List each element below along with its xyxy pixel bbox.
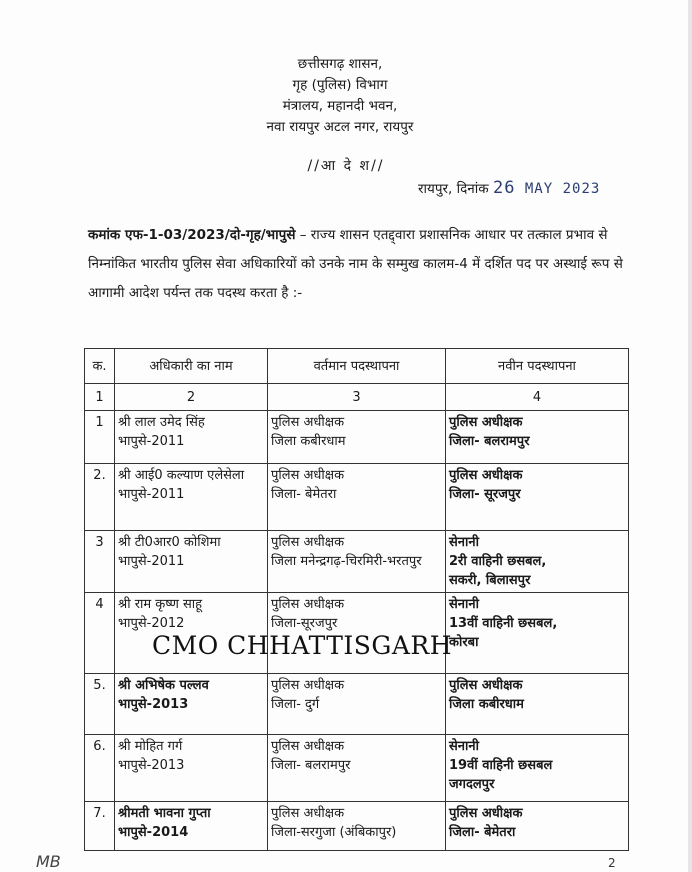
current-posting-line: जिला- बेमेतरा	[271, 487, 337, 502]
header-department: गृह (पुलिस) विभाग	[292, 77, 388, 93]
current-posting-cell	[268, 411, 446, 464]
column-number: 2	[115, 384, 268, 411]
current-posting-line: पुलिस अधीक्षक	[271, 739, 345, 754]
current-posting-cell	[268, 802, 446, 851]
date-month: MAY	[524, 181, 554, 197]
header-address: नवा रायपुर अटल नगर, रायपुर	[266, 119, 414, 135]
current-posting-cell	[268, 464, 446, 531]
column-number-row	[85, 384, 629, 411]
serial-number: 1	[85, 411, 115, 464]
current-posting-cell	[268, 735, 446, 802]
officer-cell	[115, 464, 268, 531]
officer-batch: भापुसे-2012	[118, 616, 185, 631]
officer-name: श्री मोहित गर्ग	[118, 739, 183, 754]
header-ministry: मंत्रालय, महानदी भवन,	[282, 98, 398, 114]
officer-cell	[115, 674, 268, 735]
current-posting-cell	[268, 531, 446, 593]
order-reference: कमांक एफ-1-03/2023/दो-गृह/भापुसे	[88, 227, 296, 243]
order-title: //आ दे श//	[307, 158, 385, 174]
officer-cell	[115, 411, 268, 464]
officer-batch: भापुसे-2011	[118, 554, 185, 569]
officer-name: श्री टी0आर0 कोशिमा	[118, 535, 221, 550]
table-row	[85, 464, 629, 531]
header-serial: क.	[85, 349, 115, 384]
new-posting-line: सकरी, बिलासपुर	[449, 573, 531, 588]
serial-number: 2.	[85, 464, 115, 531]
table-row	[85, 674, 629, 735]
officer-batch: भापुसे-2013	[118, 697, 189, 712]
date-day: 26	[492, 178, 516, 198]
new-posting-cell	[446, 411, 629, 464]
table-row	[85, 411, 629, 464]
officer-cell	[115, 735, 268, 802]
date-stamp	[492, 178, 601, 198]
new-posting-line: 13वीं वाहिनी छसबल,	[449, 616, 558, 631]
current-posting-line: पुलिस अधीक्षक	[271, 415, 345, 430]
header-new-posting: नवीन पदस्थापना	[446, 349, 629, 384]
officer-cell	[115, 531, 268, 593]
new-posting-line: पुलिस अधीक्षक	[449, 468, 523, 483]
current-posting-line: जिला- बलरामपुर	[271, 758, 351, 773]
officer-name: श्री लाल उमेद सिंह	[118, 415, 205, 430]
current-posting-line: पुलिस अधीक्षक	[271, 678, 345, 693]
header-officer-name: अधिकारी का नाम	[115, 349, 268, 384]
serial-number: 3	[85, 531, 115, 593]
new-posting-line: जगदलपुर	[449, 777, 495, 792]
new-posting-cell	[446, 735, 629, 802]
table-header-row	[85, 349, 629, 384]
new-posting-line: 2री वाहिनी छसबल,	[449, 554, 547, 569]
column-number: 4	[446, 384, 629, 411]
officer-name: श्रीमती भावना गुप्ता	[118, 806, 211, 821]
new-posting-line: पुलिस अधीक्षक	[449, 415, 523, 430]
new-posting-line: सेनानी	[449, 739, 479, 754]
new-posting-cell	[446, 674, 629, 735]
serial-number: 5.	[85, 674, 115, 735]
officer-batch: भापुसे-2013	[118, 758, 185, 773]
serial-number: 6.	[85, 735, 115, 802]
officer-cell	[115, 802, 268, 851]
document-header	[220, 54, 460, 138]
table-row	[85, 802, 629, 851]
new-posting-line: कोरबा	[449, 635, 479, 650]
officer-batch: भापुसे-2011	[118, 487, 185, 502]
officer-name: श्री अभिषेक पल्लव	[118, 678, 209, 693]
current-posting-line: पुलिस अधीक्षक	[271, 597, 345, 612]
officer-name: श्री राम कृष्ण साहू	[118, 597, 203, 612]
table-row	[85, 531, 629, 593]
new-posting-line: जिला- सूरजपुर	[449, 487, 521, 502]
current-posting-line: पुलिस अधीक्षक	[271, 535, 345, 550]
new-posting-line: जिला- बेमेतरा	[449, 825, 516, 840]
new-posting-line: सेनानी	[449, 535, 479, 550]
dateline	[418, 178, 600, 198]
new-posting-line: सेनानी	[449, 597, 479, 612]
page-number: 2	[608, 856, 616, 870]
header-current-posting: वर्तमान पदस्थापना	[268, 349, 446, 384]
new-posting-cell	[446, 531, 629, 593]
order-body: – राज्य शासन एतद्द्वारा प्रशासनिक आधार पर तत्काल प्रभाव से निम्नांकित भारतीय पुलिस सेवा अधिकारियों को उनके नाम के सम्मुख कालम-4 में दर्शित पद पर अस्थाई रूप से आगामी आदेश पर्यन्त तक पदस्थ करता है :-	[88, 227, 623, 301]
current-posting-line: जिला- दुर्ग	[271, 697, 320, 712]
watermark: CMO CHHATTISGARH	[152, 631, 453, 660]
officer-batch: भापुसे-2014	[118, 825, 189, 840]
current-posting-line: जिला-सरगुजा (अंबिकापुर)	[271, 825, 397, 840]
current-posting-cell	[268, 674, 446, 735]
new-posting-cell	[446, 802, 629, 851]
current-posting-line: पुलिस अधीक्षक	[271, 468, 345, 483]
date-prefix: रायपुर, दिनांक	[418, 181, 489, 197]
date-year: 2023	[562, 181, 601, 197]
officer-name: श्री आई0 कल्याण एलेसेला	[118, 468, 245, 483]
table-row	[85, 735, 629, 802]
current-posting-line: जिला-सूरजपुर	[271, 616, 338, 631]
current-posting-line: पुलिस अधीक्षक	[271, 806, 345, 821]
officer-batch: भापुसे-2011	[118, 434, 185, 449]
current-posting-line: जिला मनेन्द्रगढ़-चिरमिरी-भरतपुर	[271, 554, 422, 569]
new-posting-line: 19वीं वाहिनी छसबल	[449, 758, 553, 773]
new-posting-cell	[446, 593, 629, 674]
page-edge-shadow	[688, 0, 692, 872]
new-posting-line: पुलिस अधीक्षक	[449, 806, 523, 821]
new-posting-line: जिला कबीरधाम	[449, 697, 524, 712]
order-paragraph	[88, 221, 624, 308]
new-posting-line: जिला- बलरामपुर	[449, 434, 530, 449]
new-posting-cell	[446, 464, 629, 531]
serial-number: 7.	[85, 802, 115, 851]
header-government: छत्तीसगढ़ शासन,	[297, 56, 383, 72]
column-number: 1	[85, 384, 115, 411]
posting-table	[84, 348, 629, 851]
column-number: 3	[268, 384, 446, 411]
new-posting-line: पुलिस अधीक्षक	[449, 678, 523, 693]
serial-number: 4	[85, 593, 115, 674]
current-posting-line: जिला कबीरधाम	[271, 434, 346, 449]
handwritten-initials: MB	[36, 852, 61, 871]
